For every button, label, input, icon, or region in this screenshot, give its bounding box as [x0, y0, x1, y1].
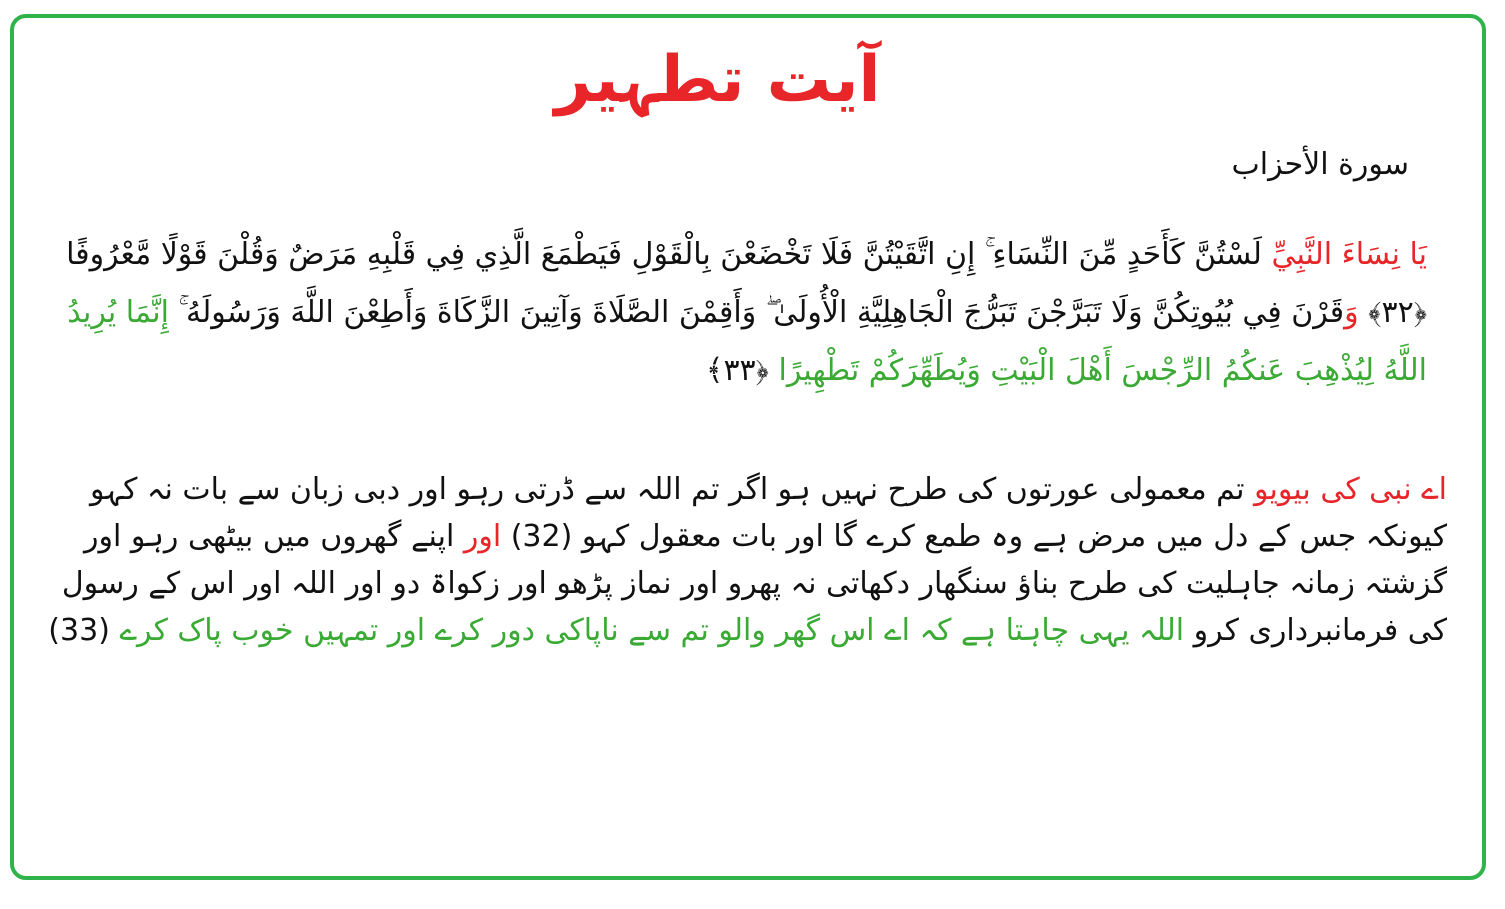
urdu-tathir-translation: اللہ یہی چاہتا ہے کہ اے اس گھر والو تم سے ناپاکی دور کرے اور تمہیں خوب پاک کرے [119, 613, 1185, 648]
urdu-verse-33-mark: (33) [48, 613, 120, 648]
urdu-aur-conjunction: اور [463, 519, 502, 554]
page-title: آیت تطہیر [554, 43, 881, 117]
urdu-translation [37, 466, 1447, 654]
arabic-tathir-verse: إِنَّمَا يُرِيدُ اللَّهُ لِيُذْهِبَ عَنكُمُ الرِّجْسَ أَهْلَ الْبَيْتِ وَيُطَهِّرَكُمْ تَطْهِيرًا [67, 295, 1427, 388]
arabic-verse-33-start: قَرْنَ فِي بُيُوتِكُنَّ وَلَا تَبَرَّجْنَ تَبَرُّجَ الْجَاهِلِيَّةِ الْأُولَىٰ ۖ وَأَقِمْنَ الصَّلَاةَ وَآتِينَ الزَّكَاةَ وَأَطِعْنَ اللَّهَ وَرَسُولَهُ ۚ [168, 295, 1345, 330]
surah-name: سورة الأحزاب [1231, 147, 1409, 182]
urdu-address: اے نبی کی بیویو [1254, 472, 1447, 507]
urdu-verse-32: تم معمولی عورتوں کی طرح نہیں ہو اگر تم اللہ سے ڈرتی رہو اور دبی زبان سے بات نہ کہو کیونکہ جس کے دل میں مرض ہے وہ طمع کرے گا اور بات معقول کہو (32) [90, 472, 1447, 554]
arabic-verse-33-mark: ﴿٣٣﴾ [705, 353, 779, 388]
arabic-waw-conjunction: وَ [1344, 295, 1359, 330]
arabic-address: يَا نِسَاءَ النَّبِيِّ [1271, 237, 1427, 272]
arabic-verse-text [29, 226, 1427, 400]
arabic-verse-32: لَسْتُنَّ كَأَحَدٍ مِّنَ النِّسَاءِ ۚ إِنِ اتَّقَيْتُنَّ فَلَا تَخْضَعْنَ بِالْقَوْلِ فَيَطْمَعَ الَّذِي فِي قَلْبِهِ مَرَضٌ وَقُلْنَ قَوْلًا مَّعْرُوفًا ﴿٣٢﴾ [66, 237, 1427, 330]
urdu-verse-33-start: اپنے گھروں میں بیٹھی رہو اور گزشتہ زمانہ جاہلیت کی طرح بناؤ سنگھار دکھاتی نہ پھرو اور نماز پڑھو اور زکواۃ دو اور اللہ اور اس کے رسول کی فرمانبرداری کرو [61, 519, 1447, 648]
